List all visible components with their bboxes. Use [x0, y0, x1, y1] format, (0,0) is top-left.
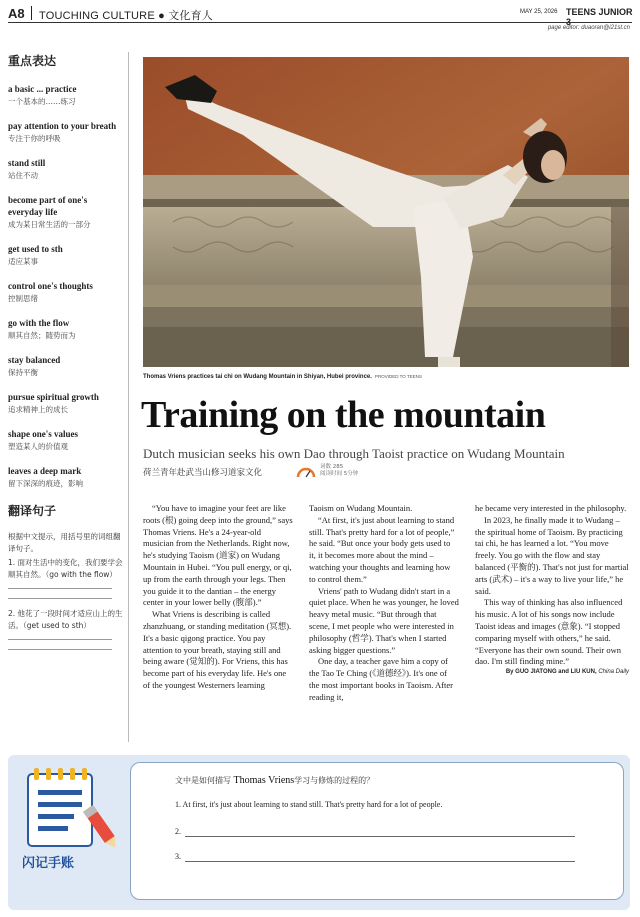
vocab-english: get used to sth	[8, 244, 63, 254]
page-header	[0, 0, 640, 34]
vocab-item	[8, 83, 124, 107]
byline-authors: By GUO JIATONG and LIU KUN,	[505, 669, 597, 676]
vocab-item	[8, 120, 124, 144]
question-name: Thomas Vriens	[233, 775, 295, 786]
article-paragraph: Vriens' path to Wudang didn't start in a quiet place. When he was younger, he loved heavy metal music. “But through that scene, I met people who were interested in philosophy (哲学). That's when I started asking bigger questions.”	[309, 585, 459, 655]
article-paragraph: What Vriens is describing is called zhanzhuang, or standing meditation (冥想). It's a basic qigong practice. You pay attention to your breath, staying still and being aware (觉知的). For Vriens, this has become part of his everyday life. He's one of the youngest Westerners learning	[143, 609, 292, 690]
article-paragraph: “You have to imagine your feet are like roots (根) going deep into the ground,” says Thomas Vriens. He's a 24-year-old musician from the Netherlands. Right now, he's studying Taoism (道家) on Wudang Mountain in Hubei. “You pull energy, or qi, up from the earth through your legs. Then you guide it to the dantian – the energy center in your lower belly (腹部).”	[143, 503, 293, 608]
vocab-english: stand still	[8, 158, 46, 168]
article-column-3	[475, 503, 629, 675]
page-editor: page editor: duaoran@i21st.cn	[547, 25, 630, 31]
vocab-item	[8, 243, 124, 267]
vocab-english: pay attention to your breath	[8, 121, 117, 131]
column-3-text	[475, 503, 629, 668]
photo-caption	[143, 374, 629, 380]
answer-2-line[interactable]	[185, 836, 575, 837]
word-count: 词数 285	[320, 464, 344, 470]
reading-time: 阅读时间 5分钟	[320, 471, 359, 477]
article-paragraph: he became very interested in the philosophy.	[475, 503, 627, 513]
byline-paper: China Daily	[598, 669, 629, 676]
section-name: TOUCHING CULTURE ● 文化育人	[39, 10, 214, 22]
photo-credit: PROVIDED TO TEENS	[374, 374, 422, 379]
article-paragraph: In 2023, he finally made it to Wudang – the spiritual home of Taoism. By practicing tai chi, he has learned a lot. “You move freely. You go with the flow and stay balanced (平衡的). That's not just for martial arts (武术) – it's a way to live your life,” he said.	[475, 514, 629, 596]
notes-title: 闪记手账	[22, 856, 75, 871]
article-paragraph: One day, a teacher gave him a copy of the Tao Te Ching (《道德经》). It's one of the most important books in Taoism. After reading it,	[309, 656, 453, 702]
sidebar-divider	[128, 52, 129, 742]
header-divider	[31, 6, 32, 20]
tai-chi-photo	[143, 57, 629, 367]
article-paragraph: “At first, it's just about learning to stand still. That's pretty hard for a lot of people,” he said. “But once your body gets used to it, it becomes more about the mind – watching your thoughts and learning how to control them.”	[309, 514, 455, 584]
answer-2-number: 2.	[175, 827, 181, 836]
vocab-chinese: 塑造某人的价值观	[8, 442, 68, 451]
headline: Training on the mountain	[141, 394, 546, 436]
vocab-chinese: 成为某日常生活的一部分	[8, 220, 91, 229]
answer-3-line[interactable]	[185, 861, 575, 862]
issue-date: MAY 25, 2026	[520, 9, 558, 15]
reading-info	[320, 464, 358, 478]
vocab-english: control one's thoughts	[8, 281, 93, 291]
article-column-2	[309, 503, 459, 704]
caption-text: Thomas Vriens practices tai chi on Wudang Mountain in Shiyan, Hubei province.	[143, 374, 372, 380]
article-column-1	[143, 503, 293, 692]
notes-question	[175, 775, 374, 786]
vocab-english: a basic ... practice	[8, 84, 77, 94]
notes-card	[130, 762, 624, 900]
answer-line	[8, 649, 112, 650]
answer-line	[8, 598, 112, 599]
vocab-title: 重点表达	[8, 54, 57, 68]
vocab-english: pursue spiritual growth	[8, 392, 99, 402]
vocab-english: stay balanced	[8, 355, 61, 365]
question-prefix: 文中是如何描写	[175, 776, 231, 785]
vocab-item	[8, 157, 124, 181]
article-paragraph: This way of thinking has also influenced his music. A lot of his songs now include Taoist ideas and images (意象). “I stopped comparing myself with others,” he said. “Everyone has their own sound. Their own dao. I'm still finding mine.”	[475, 597, 623, 667]
paper-name: TEENS JUNIOR	[566, 7, 633, 17]
sidebar	[8, 52, 124, 659]
vocab-chinese: 控制思绪	[8, 294, 38, 303]
translate-item-2: 2. 他花了一段时间才适应山上的生活。（get used to sth）	[8, 609, 123, 630]
vocab-chinese: 顺其自然；随势而为	[8, 331, 76, 340]
vocab-list	[8, 83, 124, 489]
answer-1: 1. At first, it's just about learning to stand still. That's pretty hard for a lot of people.	[175, 800, 443, 809]
translate-item-1: 1. 面对生活中的变化，我们要学会顺其自然。（go with the flow）	[8, 558, 123, 579]
subheadline: Dutch musician seeks his own Dao through Taoist practice on Wudang Mountain	[143, 446, 565, 461]
vocab-chinese: 追求精神上的成长	[8, 405, 68, 414]
vocab-item	[8, 194, 124, 230]
byline	[475, 669, 629, 675]
answer-3-number: 3.	[175, 852, 181, 861]
question-suffix: 学习与修炼的过程的？	[294, 776, 375, 785]
vocab-chinese: 专注于你的呼吸	[8, 134, 61, 143]
vocab-chinese: 留下深深的痕迹，影响	[8, 479, 83, 488]
vocab-item	[8, 465, 124, 489]
notepad-icon	[22, 764, 126, 848]
article-photo	[143, 57, 629, 367]
article-paragraph: Taoism on Wudang Mountain.	[309, 503, 413, 513]
translate-title: 翻译句子	[8, 504, 57, 518]
vocab-item	[8, 391, 124, 415]
vocab-chinese: 一个基本的……练习	[8, 97, 76, 106]
vocab-item	[8, 317, 124, 341]
vocab-english: go with the flow	[8, 318, 70, 328]
vocab-chinese: 保持平衡	[8, 368, 38, 377]
reading-gauge-icon	[296, 465, 316, 479]
translate-intro: 根据中文提示，用括号里的词组翻译句子。	[8, 532, 121, 553]
answer-line	[8, 588, 112, 589]
answer-line	[8, 639, 112, 640]
vocab-english: leaves a deep mark	[8, 466, 82, 476]
vocab-english: shape one's values	[8, 429, 79, 439]
header-rule	[8, 22, 632, 23]
vocab-chinese: 站住不动	[8, 171, 38, 180]
vocab-item	[8, 280, 124, 304]
vocab-item	[8, 354, 124, 378]
vocab-chinese: 适应某事	[8, 257, 38, 266]
page-number: A8	[8, 6, 25, 21]
vocab-item	[8, 428, 124, 452]
vocab-english: become part of one's everyday life	[8, 195, 88, 217]
chinese-title: 荷兰青年赴武当山修习道家文化	[143, 468, 263, 478]
